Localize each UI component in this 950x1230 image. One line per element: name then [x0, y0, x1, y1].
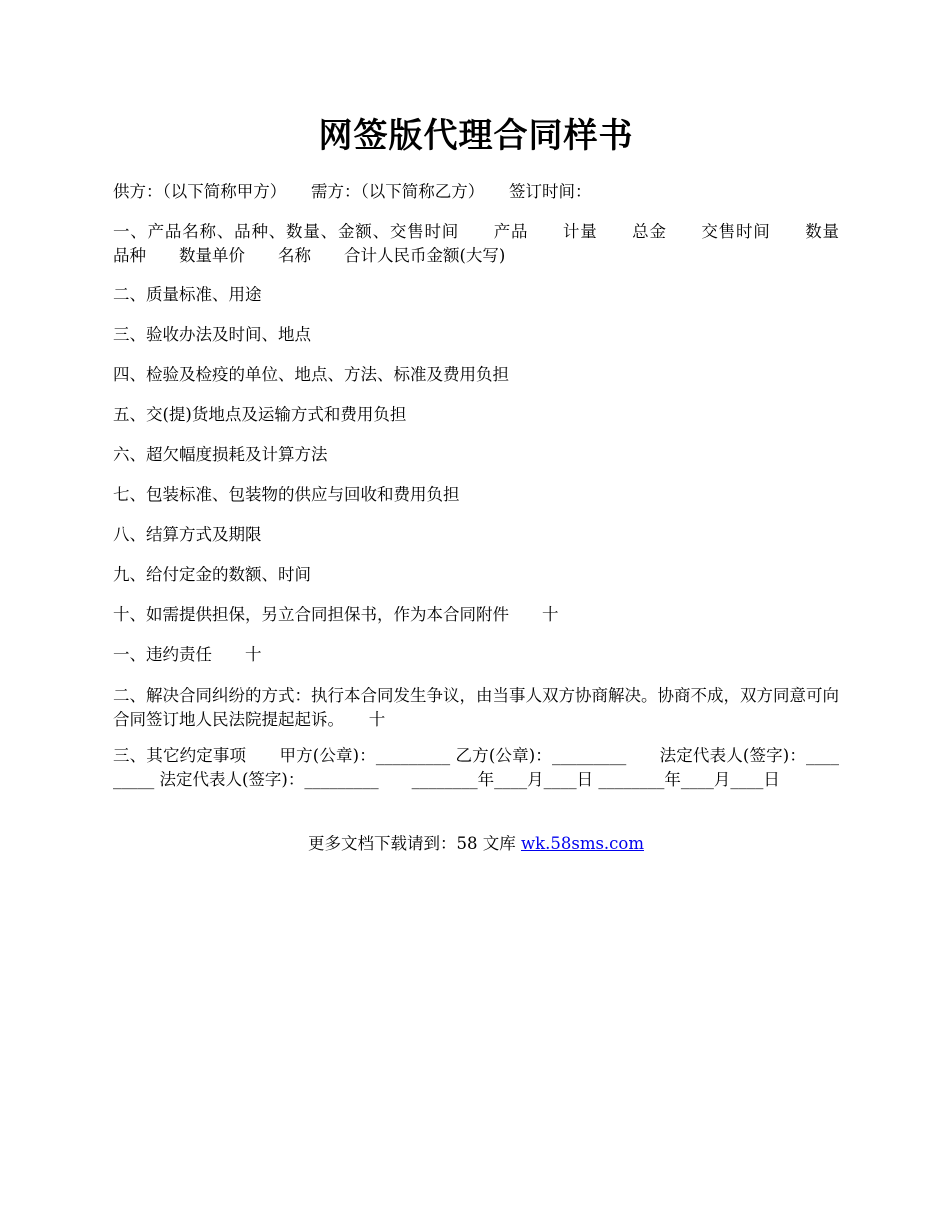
footer-text: 更多文档下载请到：58 文库 [307, 834, 521, 853]
footer [113, 832, 839, 856]
clause-13-signatures: 三、其它约定事项 甲方(公章)：_________ 乙方(公章)：_________ 法定代表人(签字)：_________ 法定代表人(签字)：_________ ________年____月____日 ________年____月____日 [113, 746, 839, 789]
clause-1-product: 一、产品名称、品种、数量、金额、交售时间 产品 计量 总金 交售时间 数量 品种 数量单价 名称 合计人民币金额(大写) [113, 222, 872, 265]
clause-7-packaging: 七、包装标准、包装物的供应与回收和费用负担 [113, 485, 460, 504]
clause-11-liability: 一、违约责任 十 [113, 645, 262, 664]
clause-12-dispute: 二、解决合同纠纷的方式：执行本合同发生争议，由当事人双方协商解决。协商不成，双方同意可向合同签订地人民法院提起起诉。 十 [113, 686, 839, 729]
clause-3-acceptance: 三、验收办法及时间、地点 [113, 325, 311, 344]
parties-line: 供方：（以下简称甲方） 需方：（以下简称乙方） 签订时间： [113, 182, 592, 201]
clause-6-loss: 六、超欠幅度损耗及计算方法 [113, 445, 328, 464]
clause-10-guarantee: 十、如需提供担保，另立合同担保书，作为本合同附件 十 [113, 605, 559, 624]
clause-4-inspection: 四、检验及检疫的单位、地点、方法、标准及费用负担 [113, 365, 509, 384]
document-title: 网签版代理合同样书 [318, 116, 634, 156]
clause-2-quality: 二、质量标准、用途 [113, 285, 262, 304]
clause-5-delivery: 五、交(提)货地点及运输方式和费用负担 [113, 405, 407, 424]
footer-link[interactable]: wk.58sms.com [520, 834, 644, 853]
clause-9-deposit: 九、给付定金的数额、时间 [113, 565, 311, 584]
clause-8-settlement: 八、结算方式及期限 [113, 525, 262, 544]
